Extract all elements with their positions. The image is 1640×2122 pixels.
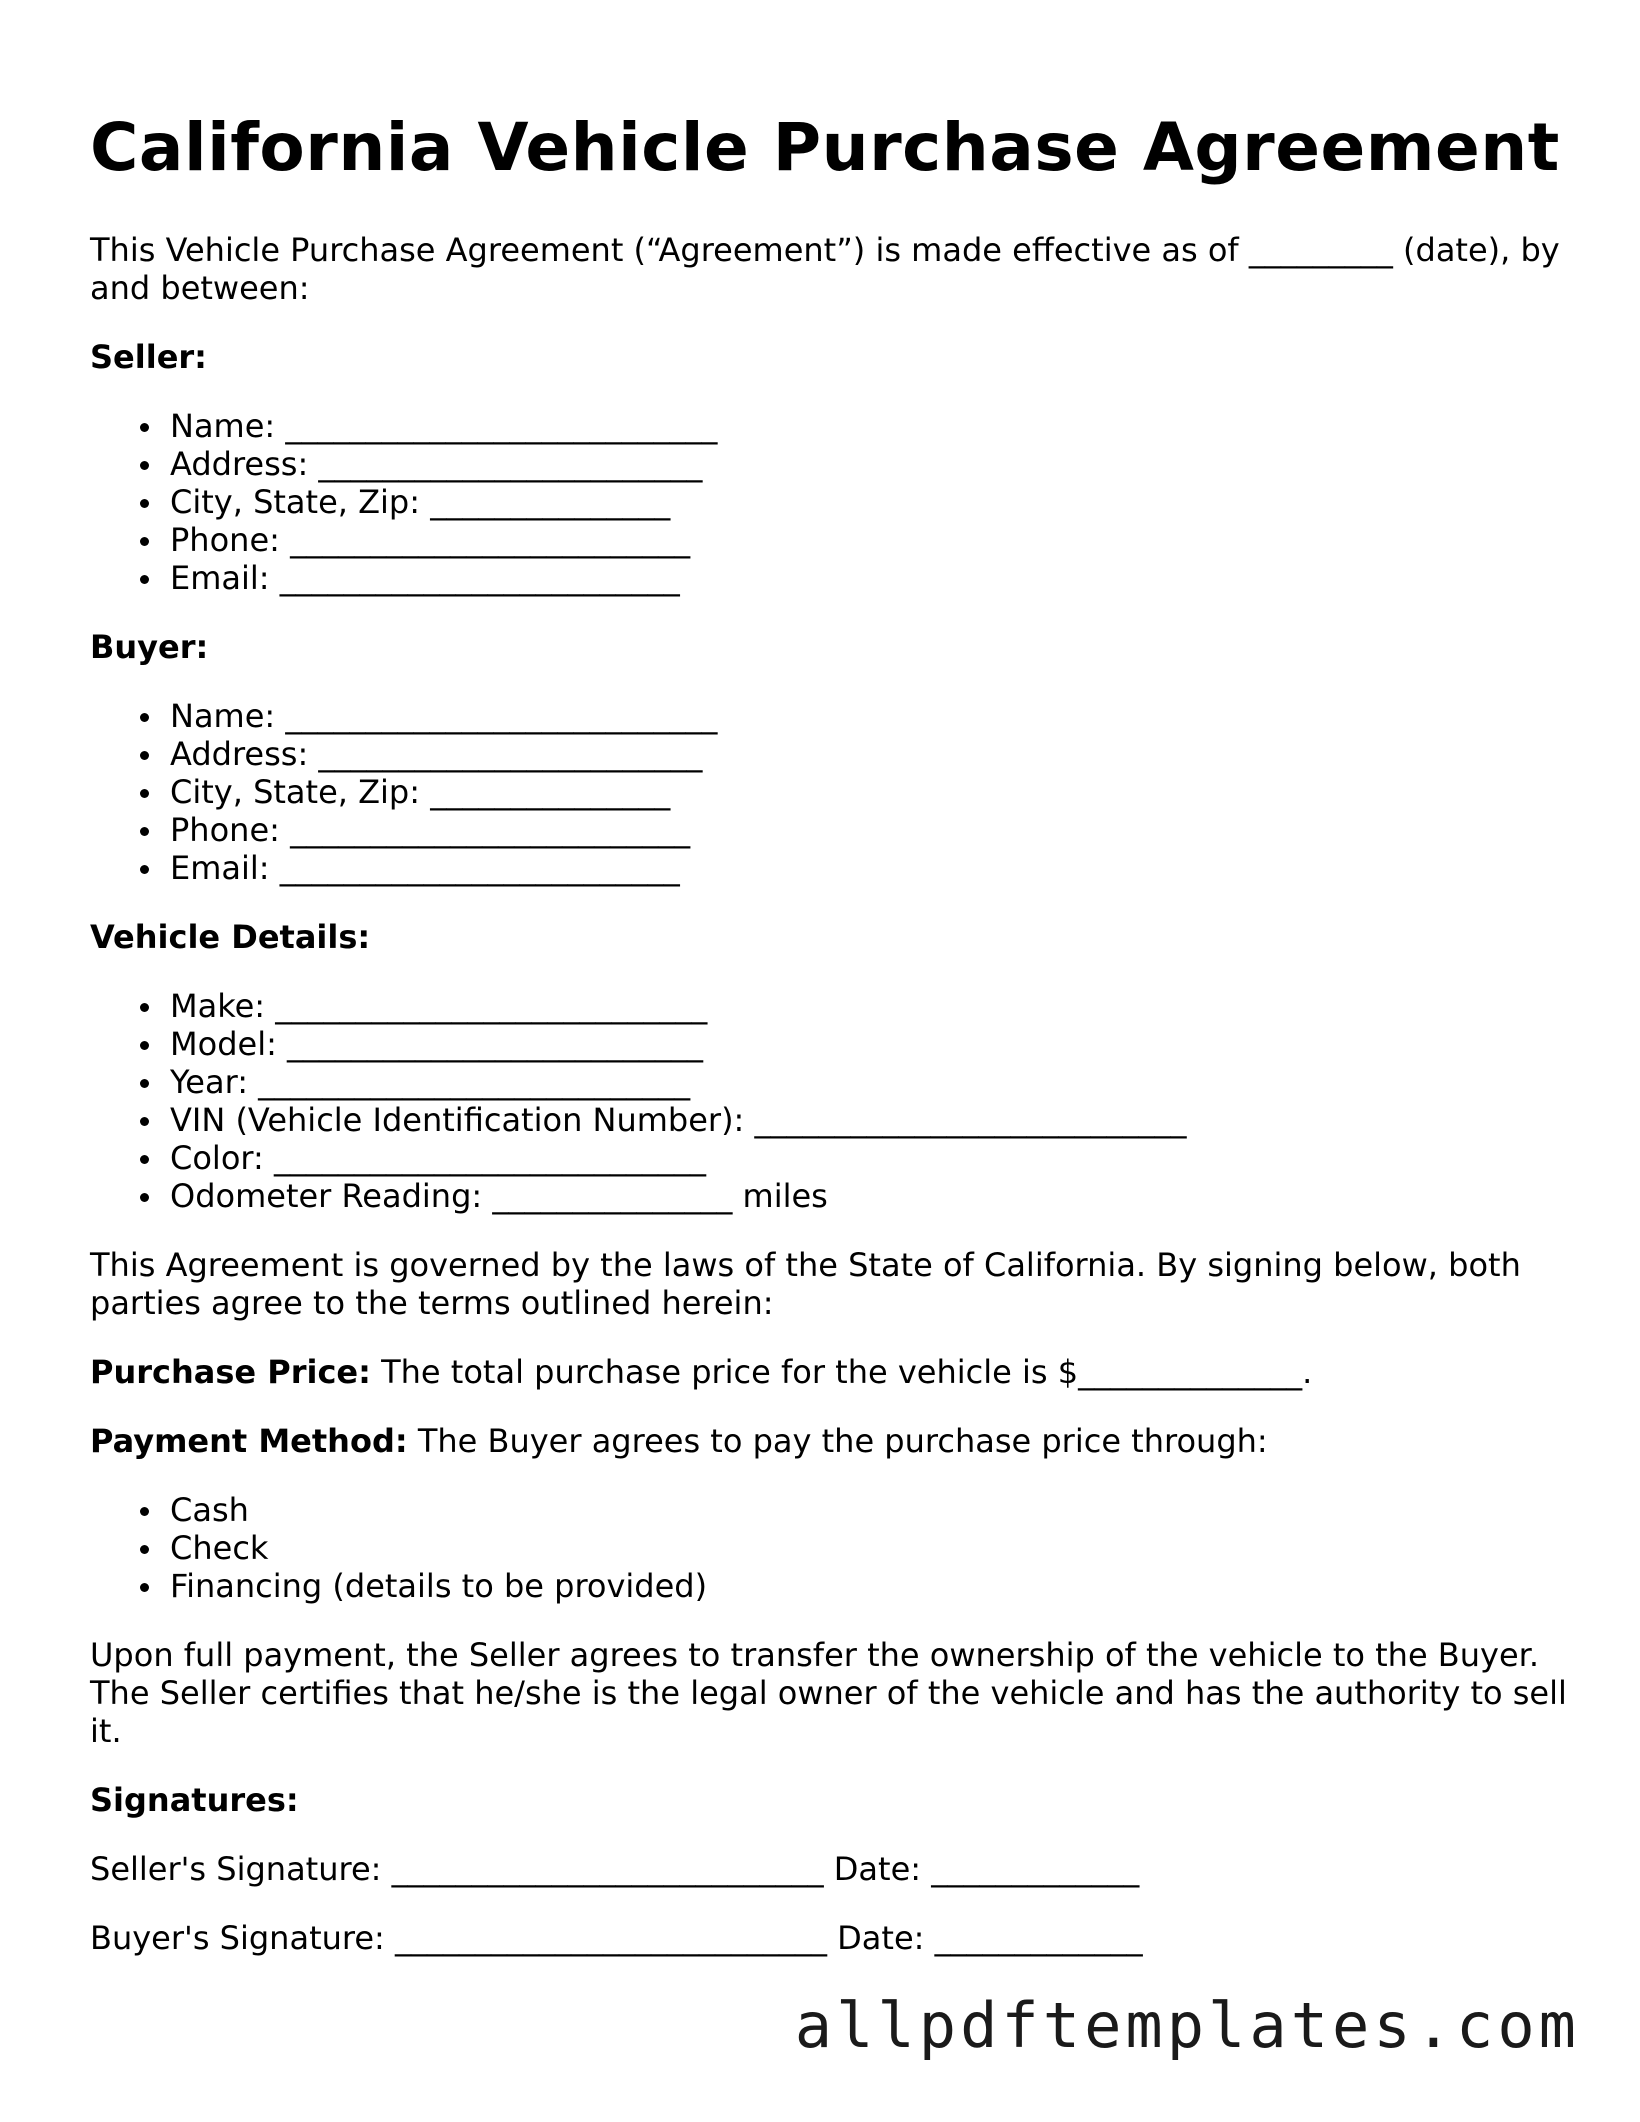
purchase-price-paragraph xyxy=(90,1353,1570,1391)
buyer-signature-line: Buyer's Signature: ___________________________ Date: _____________ xyxy=(90,1919,1143,1958)
payment-options-list xyxy=(90,1491,1570,1605)
seller-fields-list xyxy=(90,407,1570,597)
vehicle-color-field: Color: ___________________________ xyxy=(170,1139,1570,1177)
vehicle-vin-field: VIN (Vehicle Identification Number): ___________________________ xyxy=(170,1101,1570,1139)
buyer-name-field: Name: ___________________________ xyxy=(170,697,1570,735)
governing-law-paragraph: This Agreement is governed by the laws of the State of California. By signing below, both parties agree to the terms outlined herein: xyxy=(90,1246,1521,1323)
buyer-fields-list xyxy=(90,697,1570,887)
watermark-text: allpdftemplates.com xyxy=(794,1989,1580,2062)
payment-method-label: Payment Method: xyxy=(90,1422,408,1461)
buyer-heading: Buyer: xyxy=(90,628,209,667)
document-page xyxy=(90,108,1570,1988)
seller-address-field: Address: ________________________ xyxy=(170,445,1570,483)
intro-paragraph: This Vehicle Purchase Agreement (“Agreement”) is made effective as of _________ (date), by and between: xyxy=(90,231,1560,308)
buyer-email-field: Email: _________________________ xyxy=(170,849,1570,887)
seller-phone-field: Phone: _________________________ xyxy=(170,521,1570,559)
vehicle-odometer-field: Odometer Reading: _______________ miles xyxy=(170,1177,1570,1215)
seller-heading: Seller: xyxy=(90,338,207,377)
ownership-transfer-paragraph: Upon full payment, the Seller agrees to transfer the ownership of the vehicle to the Buyer. The Seller certifies that he/she is the legal owner of the vehicle and has the authority to sell it. xyxy=(90,1636,1567,1751)
seller-email-field: Email: _________________________ xyxy=(170,559,1570,597)
payment-method-paragraph xyxy=(90,1422,1570,1460)
payment-option-cash: Cash xyxy=(170,1491,1570,1529)
vehicle-fields-list xyxy=(90,987,1570,1215)
seller-city-state-zip-field: City, State, Zip: _______________ xyxy=(170,483,1570,521)
purchase-price-label: Purchase Price: xyxy=(90,1353,371,1392)
vehicle-year-field: Year: ___________________________ xyxy=(170,1063,1570,1101)
payment-option-check: Check xyxy=(170,1529,1570,1567)
purchase-price-text: The total purchase price for the vehicle is $______________. xyxy=(370,1353,1313,1392)
vehicle-details-heading: Vehicle Details: xyxy=(90,918,371,957)
seller-signature-line: Seller's Signature: ___________________________ Date: _____________ xyxy=(90,1850,1140,1889)
vehicle-model-field: Model: __________________________ xyxy=(170,1025,1570,1063)
buyer-city-state-zip-field: City, State, Zip: _______________ xyxy=(170,773,1570,811)
signatures-heading: Signatures: xyxy=(90,1781,299,1820)
vehicle-make-field: Make: ___________________________ xyxy=(170,987,1570,1025)
document-title: California Vehicle Purchase Agreement xyxy=(90,109,1560,186)
buyer-address-field: Address: ________________________ xyxy=(170,735,1570,773)
payment-method-text: The Buyer agrees to pay the purchase price through: xyxy=(407,1422,1268,1461)
buyer-phone-field: Phone: _________________________ xyxy=(170,811,1570,849)
payment-option-financing: Financing (details to be provided) xyxy=(170,1567,1570,1605)
seller-name-field: Name: ___________________________ xyxy=(170,407,1570,445)
